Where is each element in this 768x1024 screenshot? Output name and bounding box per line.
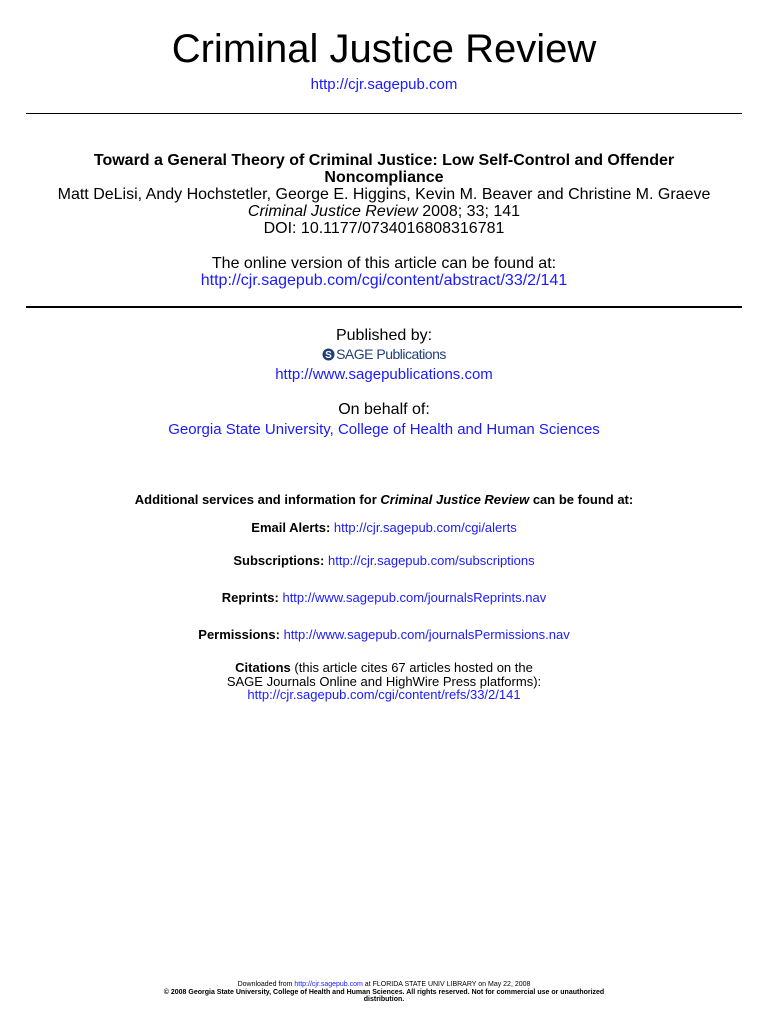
published-by-label: Published by: — [335, 327, 433, 344]
services-heading-suffix: can be found at: — [529, 492, 634, 507]
publisher-url-link[interactable]: http://www.sagepublications.com — [275, 366, 493, 383]
footer-downloaded — [0, 981, 768, 989]
sage-logo-icon — [322, 348, 335, 361]
services-heading-journal: Criminal Justice Review — [380, 492, 530, 507]
article-doi: DOI: 10.1177/0734016808316781 — [263, 220, 505, 237]
journal-url-link[interactable]: http://cjr.sagepub.com — [310, 76, 458, 93]
article-divider — [26, 306, 742, 308]
reprints-row — [0, 590, 768, 606]
behalf-org-link[interactable]: Georgia State University, College of Health and Human Sciences — [168, 421, 600, 438]
reprints-label: Reprints: — [221, 590, 279, 605]
citations-label: Citations — [235, 660, 291, 675]
online-version-text: The online version of this article can be found at: — [211, 255, 557, 272]
citation-journal: Criminal Justice Review — [247, 203, 418, 220]
svg-text:S: S — [325, 349, 332, 361]
reprints-link[interactable]: http://www.sagepub.com/journalsReprints.nav — [282, 590, 547, 605]
email-alerts-label: Email Alerts: — [251, 520, 331, 535]
sage-logo-text: SAGE Publications — [336, 346, 446, 362]
email-alerts-link[interactable]: http://cjr.sagepub.com/cgi/alerts — [333, 520, 517, 535]
sage-logo — [0, 346, 768, 364]
permissions-link[interactable]: http://www.sagepub.com/journalsPermissions.nav — [283, 627, 570, 642]
subscriptions-label: Subscriptions: — [233, 553, 325, 568]
journal-title: Criminal Justice Review — [171, 27, 597, 71]
services-heading — [0, 492, 768, 508]
citations-line1 — [0, 660, 768, 675]
citation-details: 2008; 33; 141 — [417, 203, 521, 220]
permissions-row — [0, 627, 768, 643]
article-title-line1: Toward a General Theory of Criminal Justice: Low Self-Control and Offender — [93, 152, 675, 169]
footer-downloaded-suffix: at FLORIDA STATE UNIV LIBRARY on May 22, 2008 — [362, 981, 531, 988]
on-behalf-label: On behalf of: — [338, 401, 430, 418]
email-alerts-row — [0, 520, 768, 536]
article-title-line2: Noncompliance — [324, 169, 444, 186]
citations-text2: SAGE Journals Online and HighWire Press platforms): — [226, 674, 542, 689]
article-authors: Matt DeLisi, Andy Hochstetler, George E. Higgins, Kevin M. Beaver and Christine M. Graeve — [57, 186, 711, 203]
services-heading-prefix: Additional services and information for — [134, 492, 381, 507]
citations-text1: (this article cites 67 articles hosted on the — [290, 660, 533, 675]
footer-copyright-line2: distribution. — [363, 996, 405, 1003]
footer-downloaded-prefix: Downloaded from — [237, 981, 295, 988]
subscriptions-link[interactable]: http://cjr.sagepub.com/subscriptions — [327, 553, 535, 568]
footer-copyright-line1: © 2008 Georgia State University, College of Health and Human Sciences. All rights reserved. Not for commercial use or unauthorized — [163, 989, 605, 996]
article-citation — [0, 203, 768, 221]
subscriptions-row — [0, 553, 768, 569]
footer-downloaded-link[interactable]: http://cjr.sagepub.com — [294, 981, 363, 988]
citations-link[interactable]: http://cjr.sagepub.com/cgi/content/refs/33/2/141 — [247, 687, 521, 702]
permissions-label: Permissions: — [198, 627, 280, 642]
online-version-link[interactable]: http://cjr.sagepub.com/cgi/content/abstract/33/2/141 — [200, 272, 568, 289]
header-divider — [26, 113, 742, 114]
